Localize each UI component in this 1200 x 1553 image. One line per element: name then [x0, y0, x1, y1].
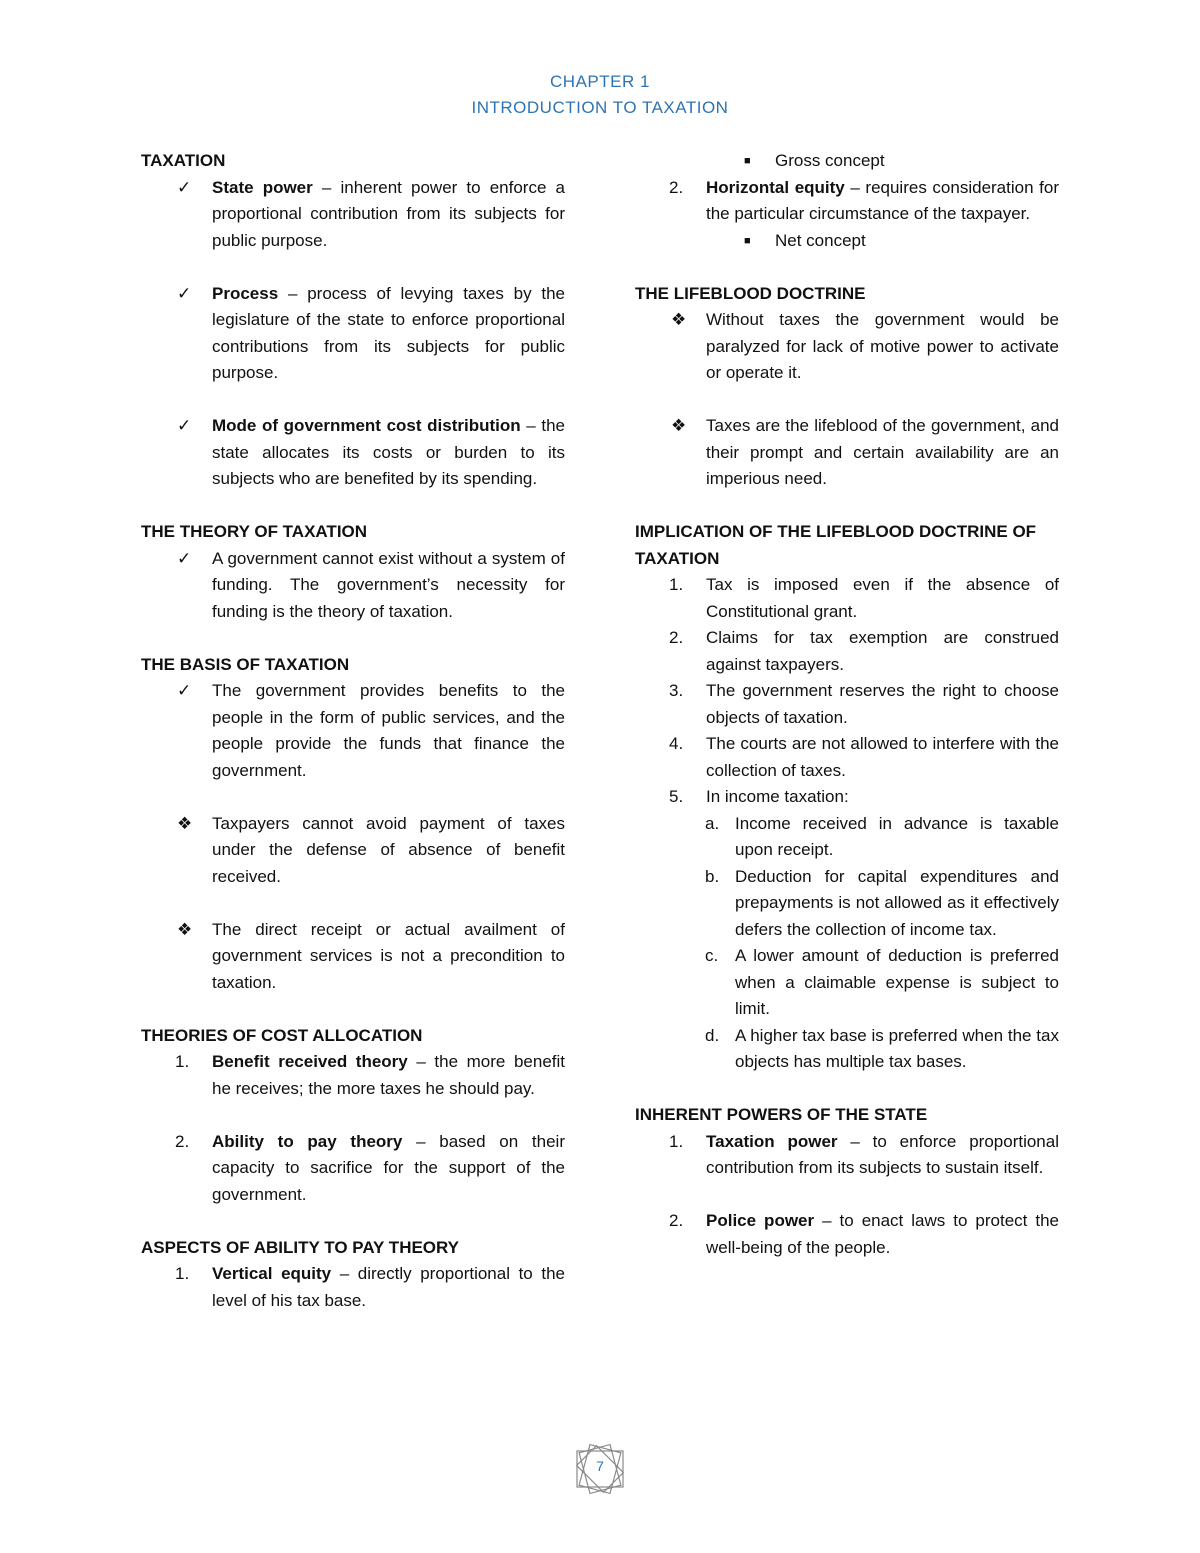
- item-term: Mode of government cost distribution: [212, 416, 521, 435]
- check-item: [141, 546, 565, 626]
- item-text: – the more benefit he receives; the more taxes he should pay.: [212, 1052, 565, 1098]
- item-text: A government cannot exist without a system of funding. The government’s necessity for funding is the theory of taxation.: [212, 548, 565, 621]
- item-letter: c.: [705, 946, 719, 965]
- lettered-item: [635, 811, 1059, 864]
- item-number: 3.: [669, 681, 684, 700]
- checkmark-icon: ✓: [177, 283, 192, 303]
- item-number: 2.: [669, 628, 684, 647]
- item-text: – based on their capacity to sacrifice for the support of the government.: [212, 1131, 565, 1204]
- check-item: [141, 281, 565, 387]
- numbered-item: [635, 1208, 1059, 1261]
- item-text: Income received in advance is taxable upon receipt.: [735, 813, 1059, 859]
- item-letter: a.: [705, 813, 720, 833]
- check-item: [141, 175, 565, 255]
- item-term: Police power: [706, 1211, 815, 1230]
- item-term: Process: [212, 283, 279, 303]
- item-text: Taxpayers cannot avoid payment of taxes under the defense of absence of benefit received.: [212, 813, 565, 886]
- item-text: – to enforce proportional contribution from its subjects to sustain itself.: [706, 1131, 1059, 1177]
- item-term: Ability to pay theory: [212, 1131, 403, 1151]
- item-number: 4.: [669, 734, 684, 753]
- diamond-bullet-icon: ❖: [671, 310, 687, 329]
- item-text: A higher tax base is preferred when the tax objects has multiple tax bases.: [735, 1025, 1059, 1071]
- diamond-bullet-icon: ❖: [177, 813, 193, 833]
- lettered-item: [635, 943, 1059, 1023]
- item-number: 1.: [175, 1052, 190, 1071]
- numbered-item: [141, 1261, 565, 1314]
- item-text: Claims for tax exemption are construed against taxpayers.: [706, 628, 1059, 674]
- item-text: In income taxation:: [706, 787, 849, 806]
- item-text: – process of levying taxes by the legislature of the state to enforce proportional contributions from its subjects for public purpose.: [212, 283, 565, 382]
- item-text: Deduction for capital expenditures and prepayments is not allowed as it effectively defers the collection of income tax.: [735, 866, 1059, 939]
- item-number: 5.: [669, 787, 684, 806]
- section-heading-powers: INHERENT POWERS OF THE STATE: [635, 1105, 928, 1124]
- item-text: Gross concept: [775, 151, 885, 170]
- diamond-bullet-icon: ❖: [177, 919, 193, 939]
- item-text: Net concept: [775, 230, 866, 250]
- item-number: 1.: [669, 575, 684, 594]
- checkmark-icon: ✓: [177, 177, 192, 197]
- diamond-item: [141, 917, 565, 997]
- numbered-item: [635, 625, 1059, 678]
- item-text: The courts are not allowed to interfere with the collection of taxes.: [706, 734, 1059, 780]
- item-number: 2.: [669, 177, 684, 197]
- right-column: [635, 148, 1059, 1261]
- item-text: – to enact laws to protect the well-being of the people.: [706, 1211, 1059, 1257]
- item-term: State power: [212, 177, 313, 197]
- section-heading-taxation: TAXATION: [141, 151, 226, 170]
- item-text: The government provides benefits to the people in the form of public services, and the people provide the funds that finance the government.: [212, 681, 565, 780]
- numbered-item: [635, 731, 1059, 784]
- section-heading-lifeblood: THE LIFEBLOOD DOCTRINE: [635, 283, 866, 303]
- item-text: Taxes are the lifeblood of the government, and their prompt and certain availability are an imperious need.: [706, 416, 1059, 488]
- square-item: [635, 228, 1059, 255]
- item-text: – directly proportional to the level of his tax base.: [212, 1264, 565, 1310]
- item-text: The direct receipt or actual availment of government services is not a precondition to taxation.: [212, 919, 565, 992]
- square-bullet-icon: ■: [744, 155, 751, 167]
- item-number: 2.: [175, 1131, 190, 1151]
- check-item: [141, 413, 565, 493]
- chapter-title: INTRODUCTION TO TAXATION: [471, 98, 729, 117]
- diamond-item: [635, 413, 1059, 493]
- diamond-bullet-icon: ❖: [671, 416, 687, 435]
- diamond-item: [635, 307, 1059, 387]
- page-number-badge: [571, 1443, 629, 1495]
- item-text: The government reserves the right to choose objects of taxation.: [706, 681, 1059, 727]
- item-term: Horizontal equity: [706, 177, 845, 197]
- item-text: – inherent power to enforce a proportional contribution from its subjects for public purpose.: [212, 177, 566, 250]
- item-term: Vertical equity: [212, 1264, 332, 1283]
- item-text: A lower amount of deduction is preferred when a claimable expense is subject to limit.: [735, 946, 1059, 1018]
- item-text: – requires consideration for the particular circumstance of the taxpayer.: [706, 177, 1059, 223]
- section-heading-theory: THE THEORY OF TAXATION: [141, 522, 368, 541]
- numbered-item: [635, 1129, 1059, 1182]
- item-text: Without taxes the government would be paralyzed for lack of motive power to activate or operate it.: [706, 310, 1059, 382]
- left-column: [141, 148, 565, 1314]
- item-number: 1.: [175, 1264, 190, 1283]
- item-letter: b.: [705, 866, 720, 886]
- numbered-item: [141, 1049, 565, 1102]
- checkmark-icon: ✓: [177, 548, 192, 568]
- numbered-item: [635, 678, 1059, 731]
- square-item: [635, 148, 1059, 175]
- item-text: – the state allocates its costs or burden to its subjects who are benefited by its spending.: [212, 416, 565, 488]
- item-number: 1.: [669, 1131, 684, 1151]
- square-bullet-icon: ■: [744, 234, 751, 247]
- numbered-item: [635, 572, 1059, 625]
- lettered-item: [635, 864, 1059, 944]
- numbered-item: [635, 784, 1059, 811]
- lettered-item: [635, 1023, 1059, 1076]
- section-heading-implication: IMPLICATION OF THE LIFEBLOOD DOCTRINE OF TAXATION: [635, 522, 1037, 568]
- section-heading-aspects: ASPECTS OF ABILITY TO PAY THEORY: [141, 1237, 460, 1257]
- item-term: Taxation power: [706, 1131, 838, 1151]
- numbered-item: [635, 175, 1059, 228]
- numbered-item: [141, 1129, 565, 1209]
- page-number: 7: [596, 1458, 604, 1474]
- checkmark-icon: ✓: [177, 681, 192, 700]
- section-heading-basis: THE BASIS OF TAXATION: [141, 654, 350, 674]
- chapter-label: CHAPTER 1: [550, 72, 650, 91]
- checkmark-icon: ✓: [177, 416, 192, 435]
- diamond-item: [141, 811, 565, 891]
- item-term: Benefit received theory: [212, 1052, 408, 1071]
- section-heading-cost-allocation: THEORIES OF COST ALLOCATION: [141, 1025, 423, 1045]
- item-text: Tax is imposed even if the absence of Constitutional grant.: [706, 575, 1059, 621]
- item-letter: d.: [705, 1025, 720, 1045]
- item-number: 2.: [669, 1211, 684, 1230]
- check-item: [141, 678, 565, 784]
